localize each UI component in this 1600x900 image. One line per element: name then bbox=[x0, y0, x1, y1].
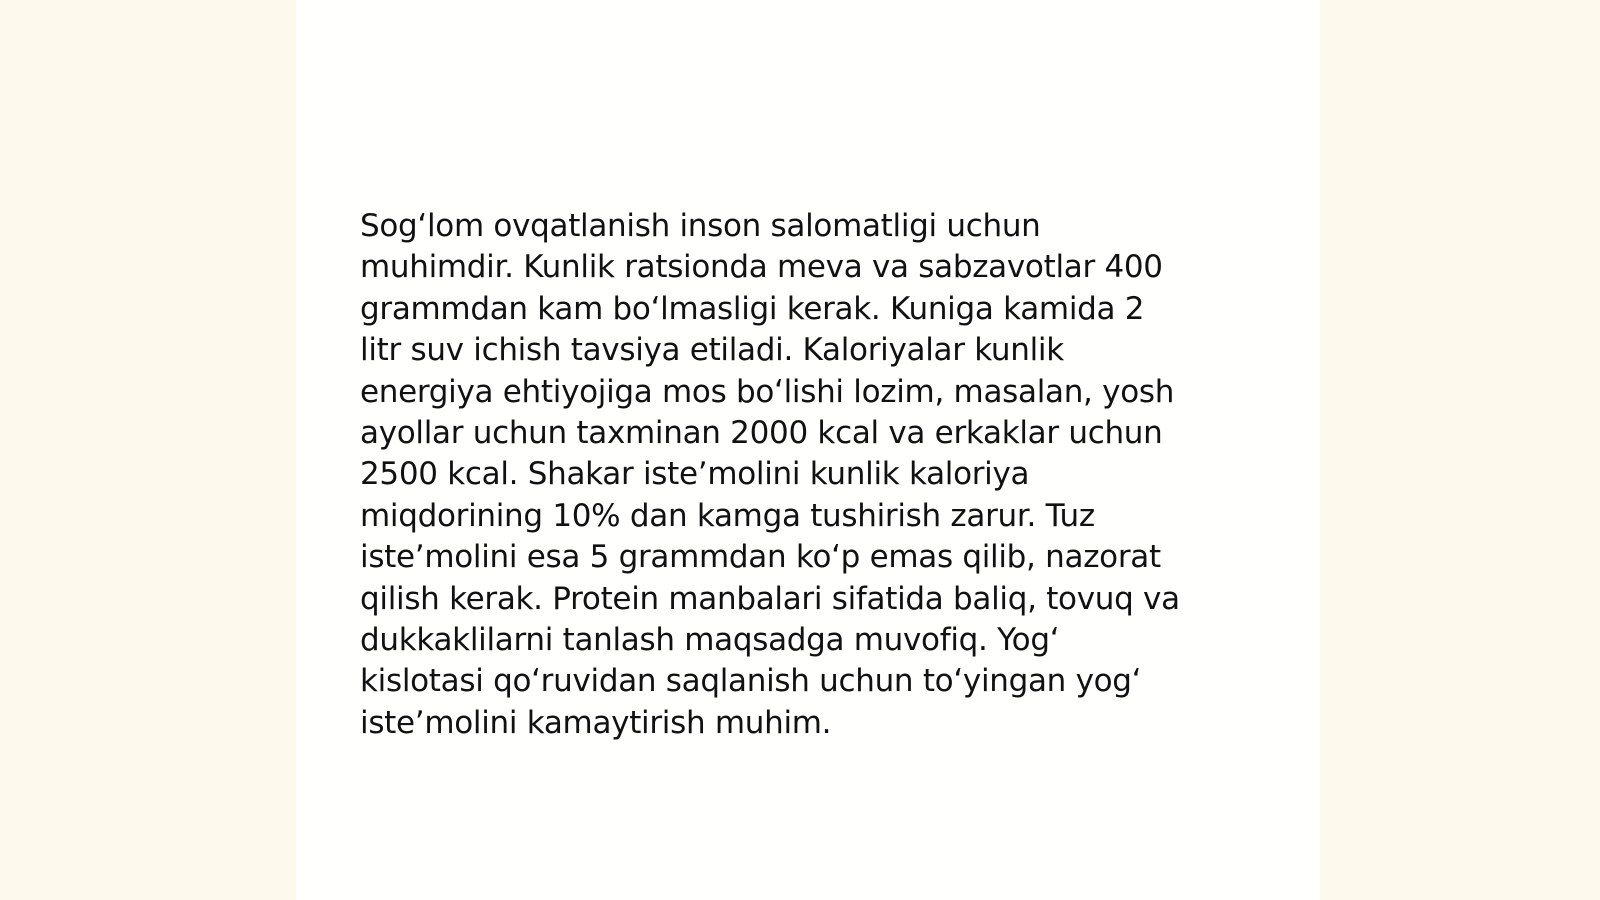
paragraph-line: miqdorining 10% dan kamga tushirish zarur. Tuz bbox=[360, 497, 1095, 534]
paragraph-line: litr suv ichish tavsiya etiladi. Kaloriyalar kunlik bbox=[360, 332, 1064, 369]
paragraph-line: qilish kerak. Protein manbalari sifatida baliq, tovuq va bbox=[360, 580, 1180, 617]
paragraph-line: grammdan kam bo‘lmasligi kerak. Kuniga kamida 2 bbox=[360, 290, 1145, 327]
paragraph-line: 2500 kcal. Shakar iste’molini kunlik kaloriya bbox=[360, 456, 1030, 493]
paragraph-line: iste’molini esa 5 grammdan ko‘p emas qilib, nazorat bbox=[360, 539, 1161, 576]
paragraph-line: dukkaklilarni tanlash maqsadga muvofiq. Yog‘ bbox=[360, 622, 1060, 659]
paragraph-line: Sog‘lom ovqatlanish inson salomatligi uchun bbox=[360, 208, 1041, 244]
paragraph-line: energiya ehtiyojiga mos bo‘lishi lozim, masalan, yosh bbox=[360, 373, 1175, 410]
paragraph-line: ayollar uchun taxminan 2000 kcal va erkaklar uchun bbox=[360, 415, 1163, 452]
paragraph-line: muhimdir. Kunlik ratsionda meva va sabzavotlar 400 bbox=[360, 249, 1163, 286]
body-paragraph bbox=[360, 206, 1260, 744]
document-page bbox=[296, 0, 1320, 900]
paragraph-line: iste’molini kamaytirish muhim. bbox=[360, 704, 832, 741]
paragraph-line: kislotasi qo‘ruvidan saqlanish uchun to‘yingan yog‘ bbox=[360, 663, 1142, 700]
